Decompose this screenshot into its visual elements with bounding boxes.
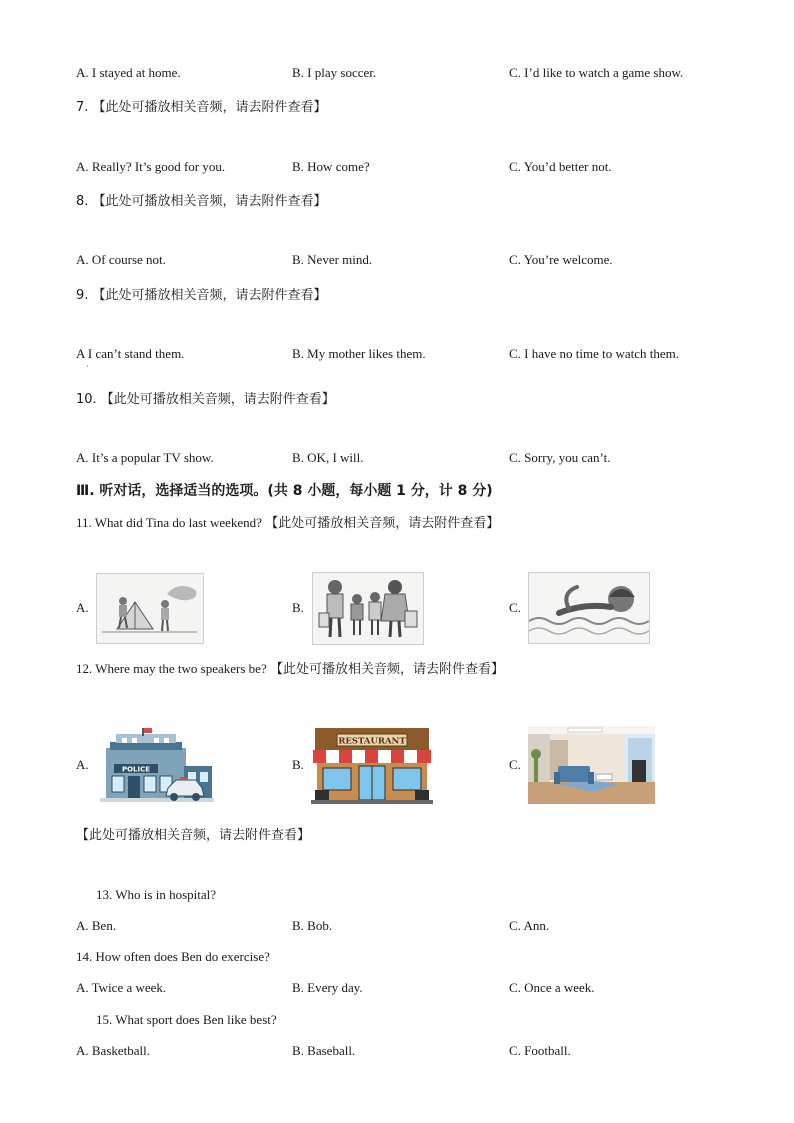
q7-option-b: B. How come? [292, 159, 370, 174]
police-station-picture [96, 728, 218, 804]
q14-option-c: C. Once a week. [509, 980, 595, 995]
q8-option-a: A. Of course not. [76, 252, 166, 267]
q14-option-b: B. Every day. [292, 980, 363, 995]
stray-dot: · [86, 362, 89, 371]
living-room-picture [528, 726, 655, 804]
q9-option-c: C. I have no time to watch them. [509, 346, 680, 361]
q15-prompt: 15. What sport does Ben like best? [96, 1012, 277, 1027]
q9-option-a: A I can’t stand them. [76, 346, 185, 361]
q15-option-c: C. Football. [509, 1043, 571, 1058]
q12-letter-b: B. [292, 757, 304, 772]
q7-prompt: 7. 【此处可播放相关音频，请去附件查看】 [76, 100, 327, 115]
q8-prompt: 8. 【此处可播放相关音频，请去附件查看】 [76, 194, 327, 209]
q13-option-b: B. Bob. [292, 918, 333, 933]
q6-option-b: B. I play soccer. [292, 65, 377, 80]
camping-picture [96, 573, 204, 644]
q12-letter-a: A. [76, 757, 89, 772]
q11-letter-a: A. [76, 600, 89, 615]
q10-prompt: 10. 【此处可播放相关音频，请去附件查看】 [76, 392, 335, 407]
q13-option-a: A. Ben. [76, 918, 117, 933]
police-sign: POLICE [121, 765, 151, 774]
q14-option-a: A. Twice a week. [76, 980, 167, 995]
family-shopping-picture [312, 572, 424, 645]
q13-option-c: C. Ann. [509, 918, 550, 933]
q12-prompt: 12. Where may the two speakers be? 【此处可播放相关音频，请去附件查看】 [76, 661, 504, 676]
q15-option-a: A. Basketball. [76, 1043, 151, 1058]
q7-option-a: A. Really? It’s good for you. [76, 159, 226, 174]
q7-option-c: C. You’d better not. [509, 159, 612, 174]
q10-option-b: B. OK, I will. [292, 450, 364, 465]
q11-letter-c: C. [509, 600, 521, 615]
q8-option-c: C. You’re welcome. [509, 252, 613, 267]
q6-option-c: C. I’d like to watch a game show. [509, 65, 684, 80]
q10-option-a: A. It’s a popular TV show. [76, 450, 214, 465]
q14-prompt: 14. How often does Ben do exercise? [76, 949, 270, 964]
q12-letter-c: C. [509, 757, 521, 772]
q8-option-b: B. Never mind. [292, 252, 373, 267]
q13-prompt: 13. Who is in hospital? [96, 887, 217, 902]
restaurant-sign: RESTAURANT [338, 736, 406, 747]
q9-prompt: 9. 【此处可播放相关音频，请去附件查看】 [76, 288, 327, 303]
q11-prompt: 11. What did Tina do last weekend? 【此处可播放相关音频，请去附件查看】 [76, 515, 500, 530]
q9-option-b: B. My mother likes them. [292, 346, 426, 361]
section-3-title: Ⅲ. 听对话，选择适当的选项。(共 8 小题，每小题 1 分，计 8 分) [76, 483, 493, 499]
q10-option-c: C. Sorry, you can’t. [509, 450, 611, 465]
restaurant-picture [311, 728, 433, 804]
audio-note: 【此处可播放相关音频，请去附件查看】 [76, 828, 311, 843]
swimming-picture [528, 572, 650, 644]
q6-option-a: A. I stayed at home. [76, 65, 181, 80]
q15-option-b: B. Baseball. [292, 1043, 356, 1058]
q11-letter-b: B. [292, 600, 304, 615]
